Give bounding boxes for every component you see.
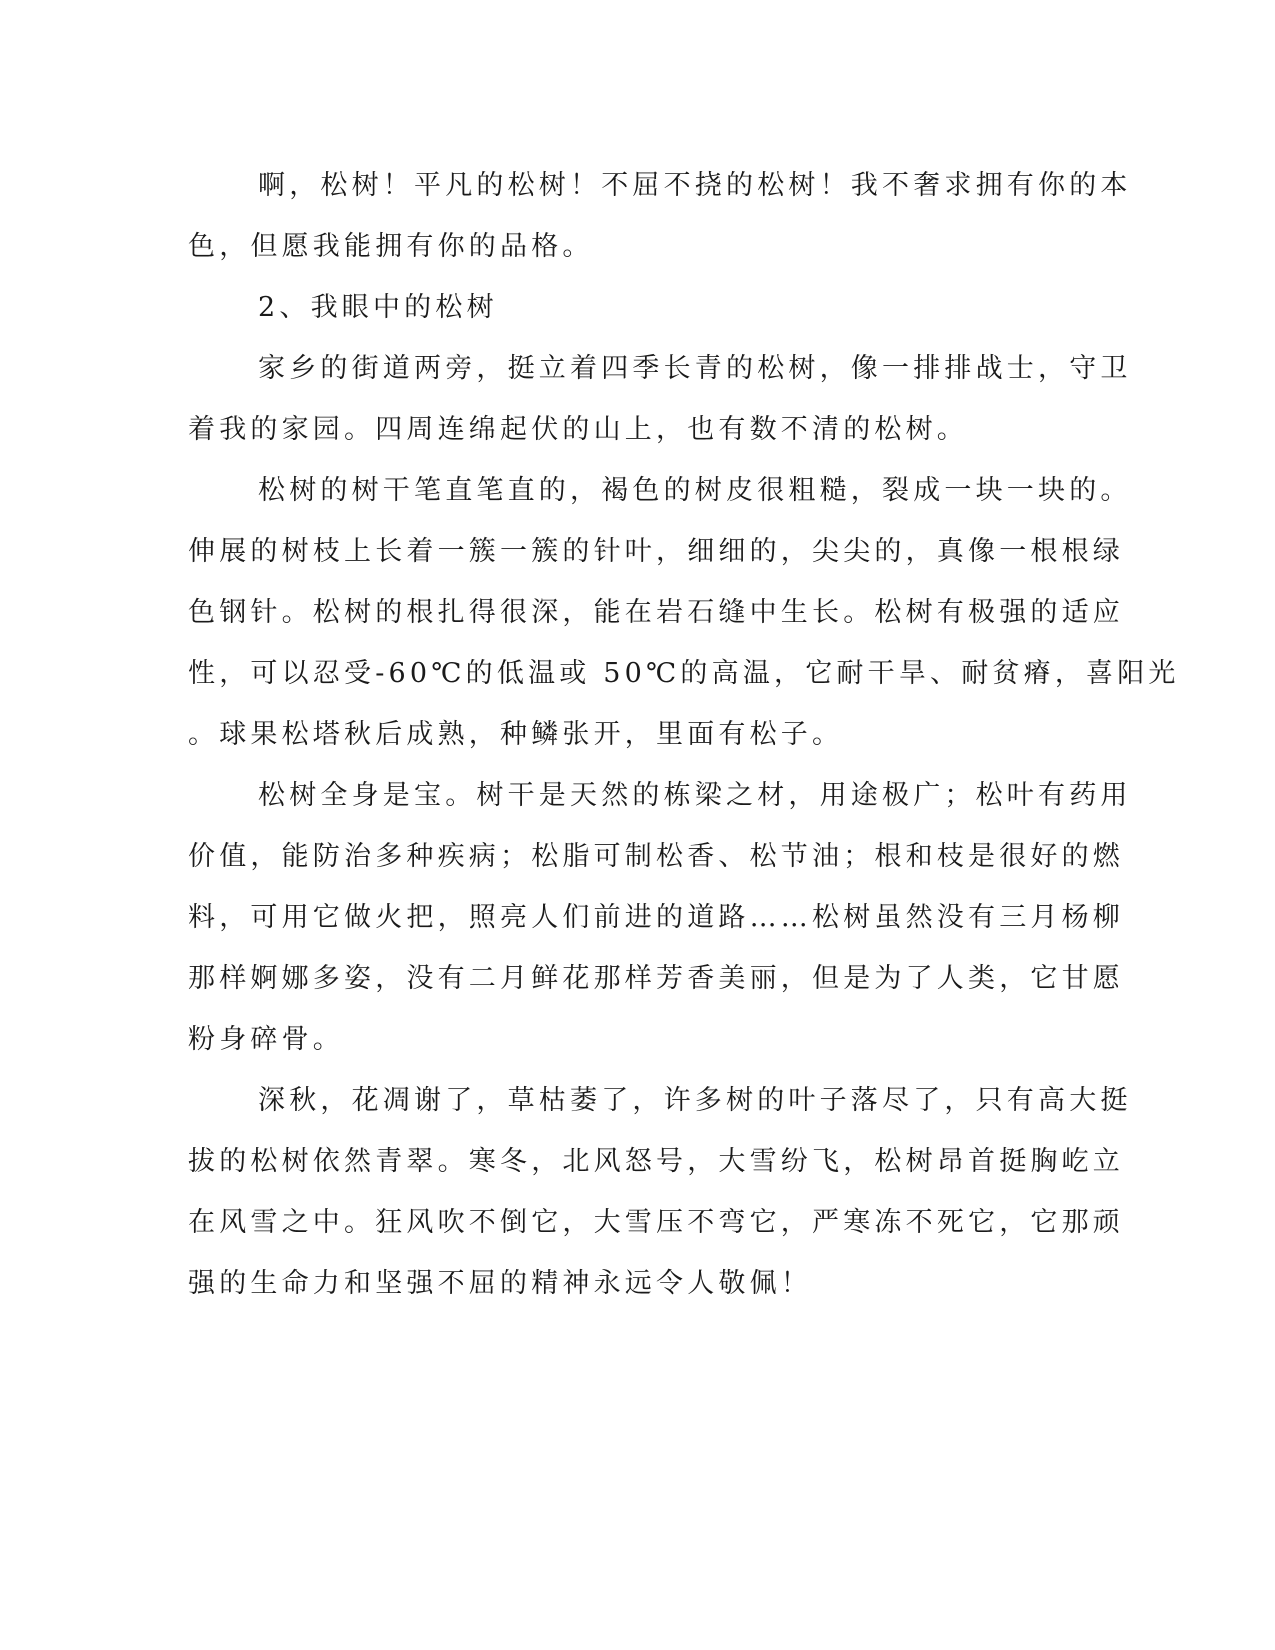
paragraph-intro	[188, 338, 1132, 460]
section-title: 2、我眼中的松树	[258, 292, 498, 323]
paragraph-winter	[188, 1070, 1132, 1314]
paragraph-uses	[188, 765, 1132, 1070]
paragraph-description	[188, 460, 1180, 765]
paragraph-line: 啊，松树！平凡的松树！不屈不挠的松树！我不奢求拥有你的本	[258, 170, 1132, 201]
paragraph-line: 松树全身是宝。树干是天然的栋梁之材，用途极广；松叶有药用	[258, 780, 1132, 811]
paragraph-line: 性，可以忍受-60℃的低温或 50℃的高温，它耐干旱、耐贫瘠，喜阳光	[188, 658, 1180, 689]
section-heading	[188, 277, 1078, 338]
paragraph-line: 深秋，花凋谢了，草枯萎了，许多树的叶子落尽了，只有高大挺	[258, 1085, 1132, 1116]
paragraph-line: 价值，能防治多种疾病；松脂可制松香、松节油；根和枝是很好的燃	[188, 841, 1124, 872]
document-body	[188, 155, 1180, 1314]
paragraph-line: 松树的树干笔直笔直的，褐色的树皮很粗糙，裂成一块一块的。	[258, 475, 1132, 506]
paragraph-closing-praise	[188, 155, 1132, 277]
paragraph-line: 那样婀娜多姿，没有二月鲜花那样芳香美丽，但是为了人类，它甘愿	[188, 963, 1124, 994]
paragraph-line: 强的生命力和坚强不屈的精神永远令人敬佩！	[188, 1268, 812, 1299]
paragraph-line: 伸展的树枝上长着一簇一簇的针叶，细细的，尖尖的，真像一根根绿	[188, 536, 1124, 567]
paragraph-line: 着我的家园。四周连绵起伏的山上，也有数不清的松树。	[188, 414, 968, 445]
paragraph-line: 色，但愿我能拥有你的品格。	[188, 231, 594, 262]
paragraph-line: 色钢针。松树的根扎得很深，能在岩石缝中生长。松树有极强的适应	[188, 597, 1124, 628]
paragraph-line: 。球果松塔秋后成熟，种鳞张开，里面有松子。	[188, 719, 844, 750]
paragraph-line: 拔的松树依然青翠。寒冬，北风怒号，大雪纷飞，松树昂首挺胸屹立	[188, 1146, 1124, 1177]
paragraph-line: 在风雪之中。狂风吹不倒它，大雪压不弯它，严寒冻不死它，它那顽	[188, 1207, 1124, 1238]
paragraph-line: 家乡的街道两旁，挺立着四季长青的松树，像一排排战士，守卫	[258, 353, 1132, 384]
paragraph-line: 粉身碎骨。	[188, 1024, 344, 1055]
paragraph-line: 料，可用它做火把，照亮人们前进的道路……松树虽然没有三月杨柳	[188, 902, 1124, 933]
